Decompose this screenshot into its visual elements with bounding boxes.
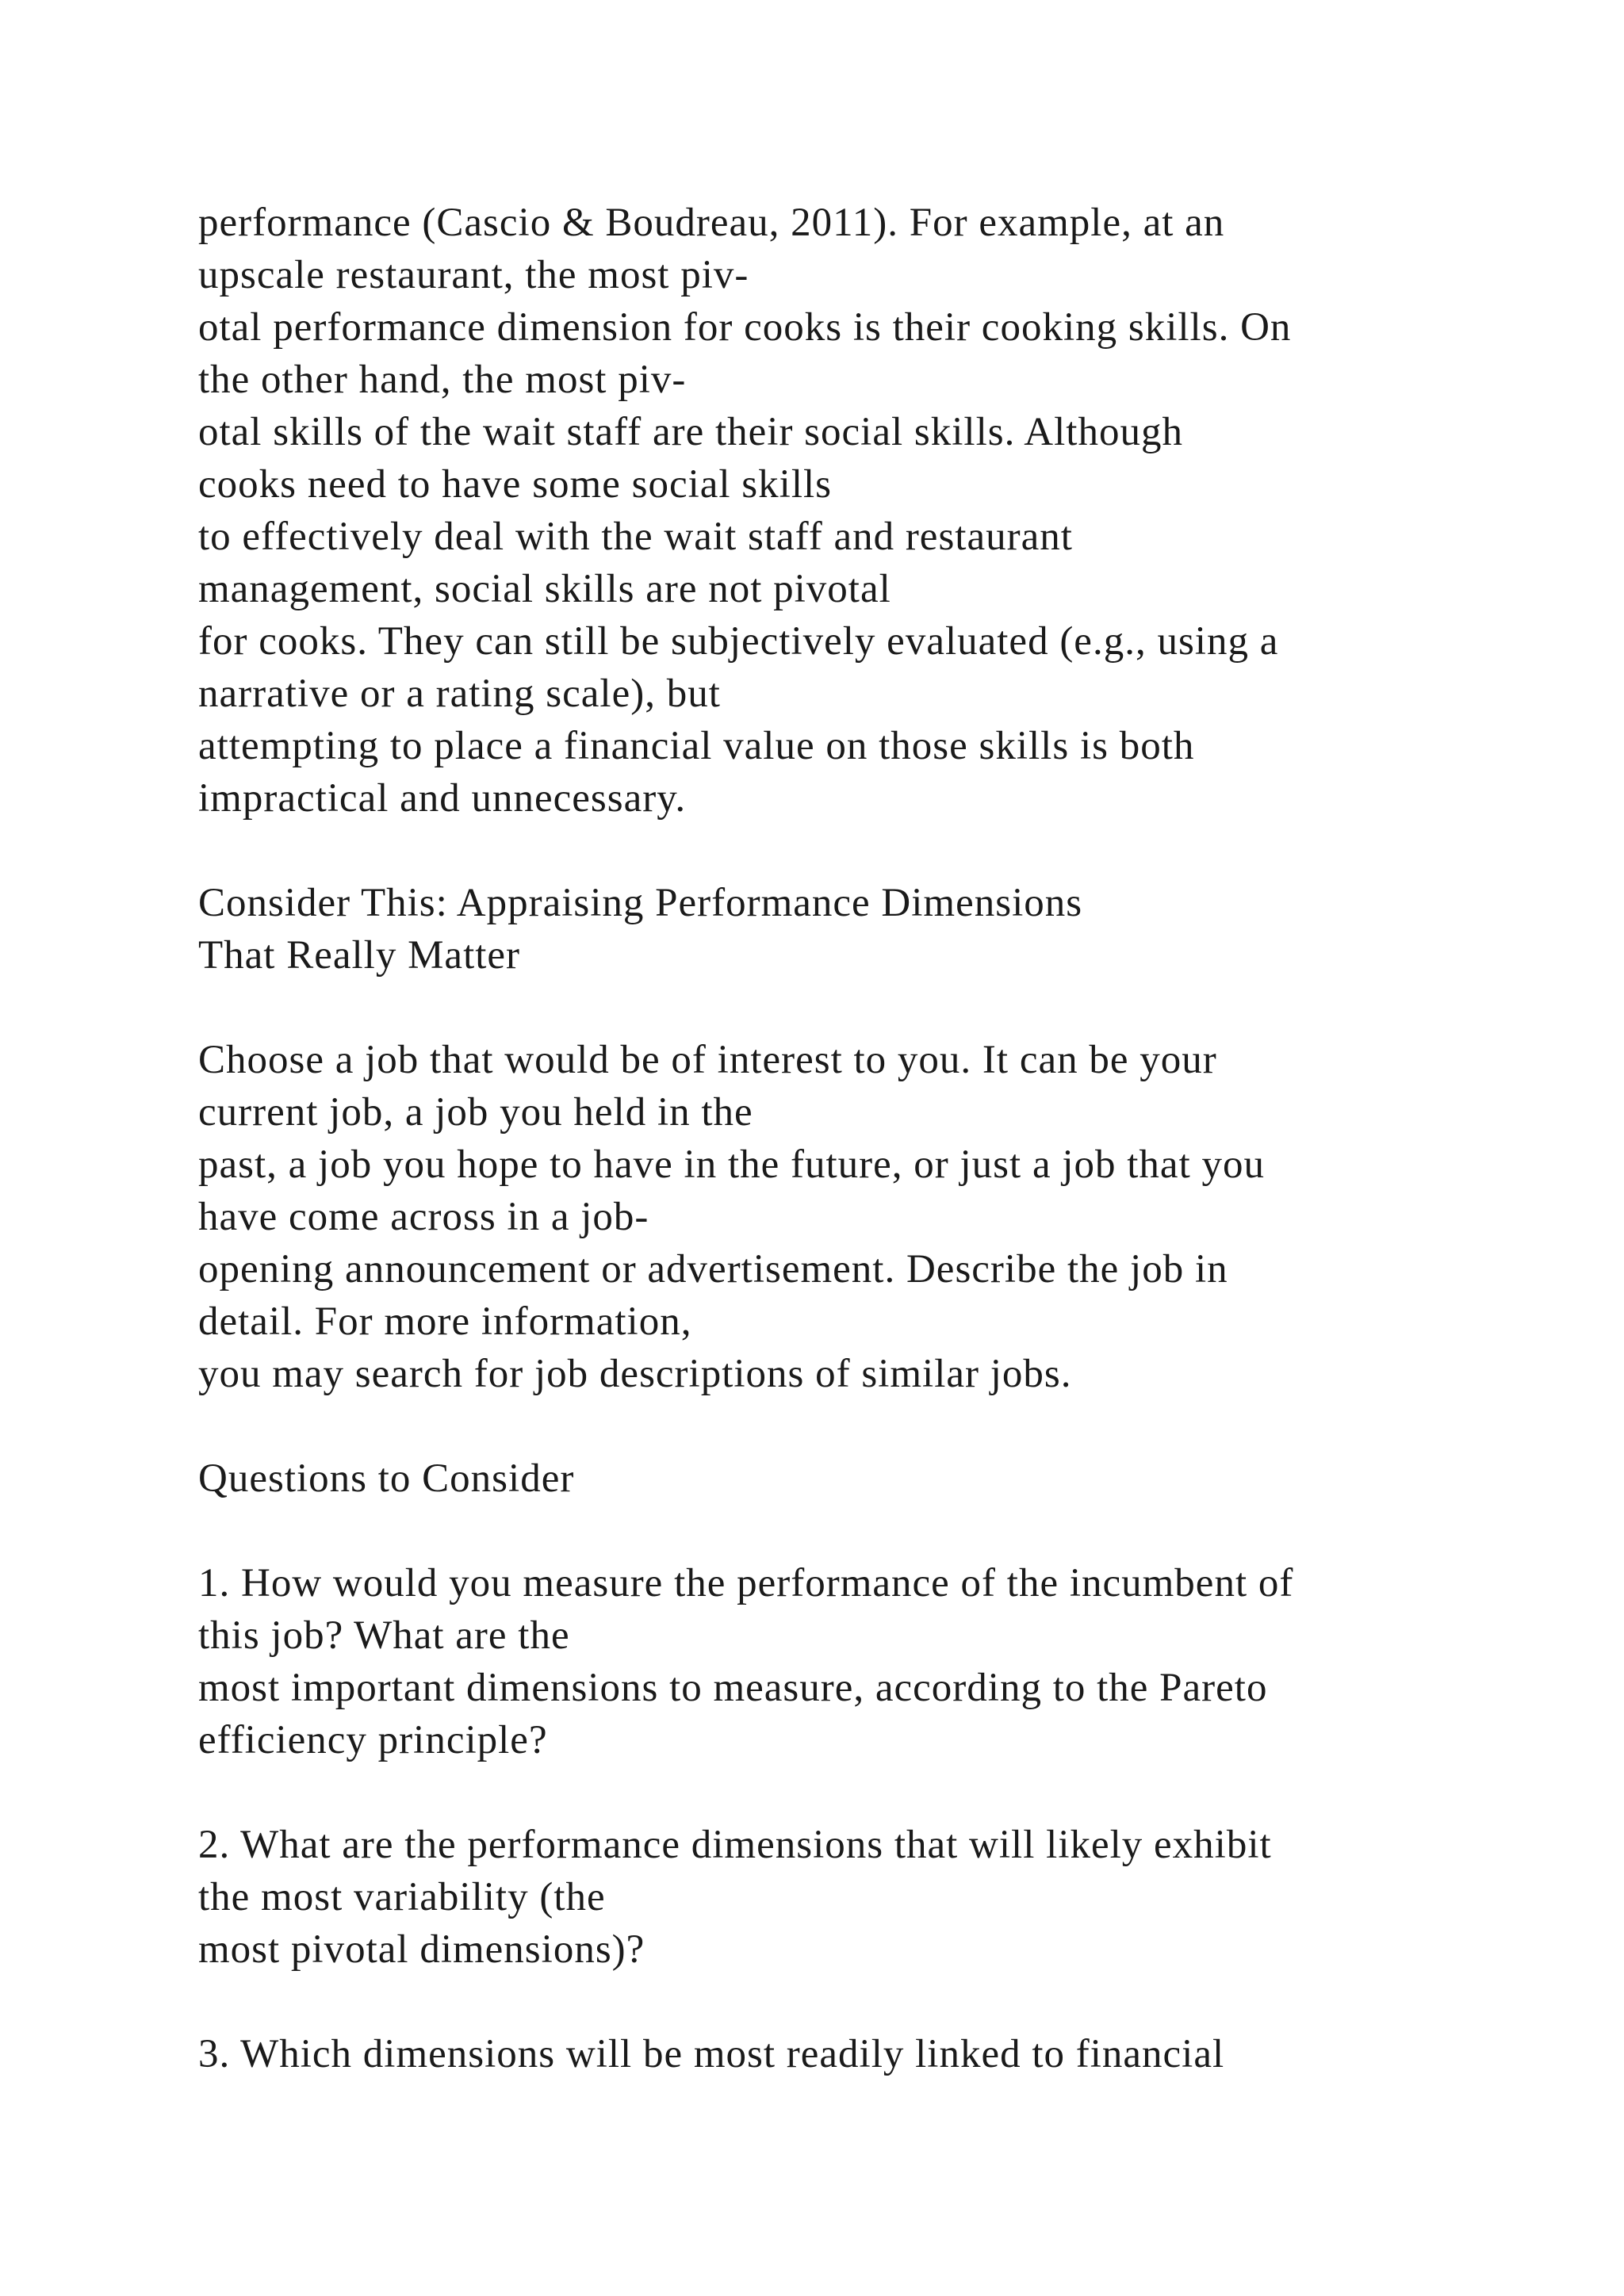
text-line: you may search for job descriptions of similar jobs. [198,1352,1072,1396]
text-line: detail. For more information, [198,1299,692,1344]
text-line: Choose a job that would be of interest to you. It can be your [198,1038,1217,1082]
text-line: most pivotal dimensions)? [198,1927,645,1972]
text-line: narrative or a rating scale), but [198,672,721,716]
paragraph-gap [198,825,1546,877]
text-line: 3. Which dimensions will be most readily linked to financial [198,2032,1225,2076]
question-2 [198,1819,1546,1976]
text-line: this job? What are the [198,1613,570,1658]
text-line: performance (Cascio & Boudreau, 2011). For example, at an [198,201,1225,245]
question-3 [198,2028,1546,2080]
paragraph-choose-job [198,1034,1546,1400]
question-1 [198,1557,1546,1766]
text-line: for cooks. They can still be subjectively evaluated (e.g., using a [198,619,1279,664]
paragraph-gap [198,1766,1546,1819]
text-line: Questions to Consider [198,1456,575,1501]
text-line: cooks need to have some social skills [198,462,833,507]
paragraph-gap [198,982,1546,1034]
questions-heading [198,1452,1546,1505]
paragraph-gap [198,1976,1546,2028]
paragraph-gap [198,1400,1546,1452]
text-line: have come across in a job- [198,1195,649,1239]
text-line: otal skills of the wait staff are their social skills. Although [198,410,1183,454]
section-heading [198,877,1546,982]
text-line: 1. How would you measure the performance of the incumbent of [198,1561,1294,1605]
text-line: impractical and unnecessary. [198,776,687,821]
text-line: past, a job you hope to have in the future, or just a job that you [198,1142,1265,1187]
text-line: the most variability (the [198,1875,606,1919]
text-line: That Really Matter [198,933,521,978]
text-line: to effectively deal with the wait staff and restaurant [198,515,1073,559]
text-line: opening announcement or advertisement. Describe the job in [198,1247,1228,1292]
text-line: current job, a job you held in the [198,1090,753,1135]
text-line: most important dimensions to measure, according to the Pareto [198,1666,1268,1710]
paragraph-gap [198,1505,1546,1557]
text-line: the other hand, the most piv- [198,358,687,402]
text-line: efficiency principle? [198,1718,548,1762]
text-line: Consider This: Appraising Performance Dimensions [198,881,1083,925]
paragraph-pivotal-skills [198,197,1546,825]
document-page [198,197,1546,2080]
text-line: 2. What are the performance dimensions that will likely exhibit [198,1823,1272,1867]
text-line: upscale restaurant, the most piv- [198,253,749,297]
text-line: attempting to place a financial value on those skills is both [198,724,1195,768]
text-line: otal performance dimension for cooks is their cooking skills. On [198,305,1292,350]
text-line: management, social skills are not pivotal [198,567,891,611]
